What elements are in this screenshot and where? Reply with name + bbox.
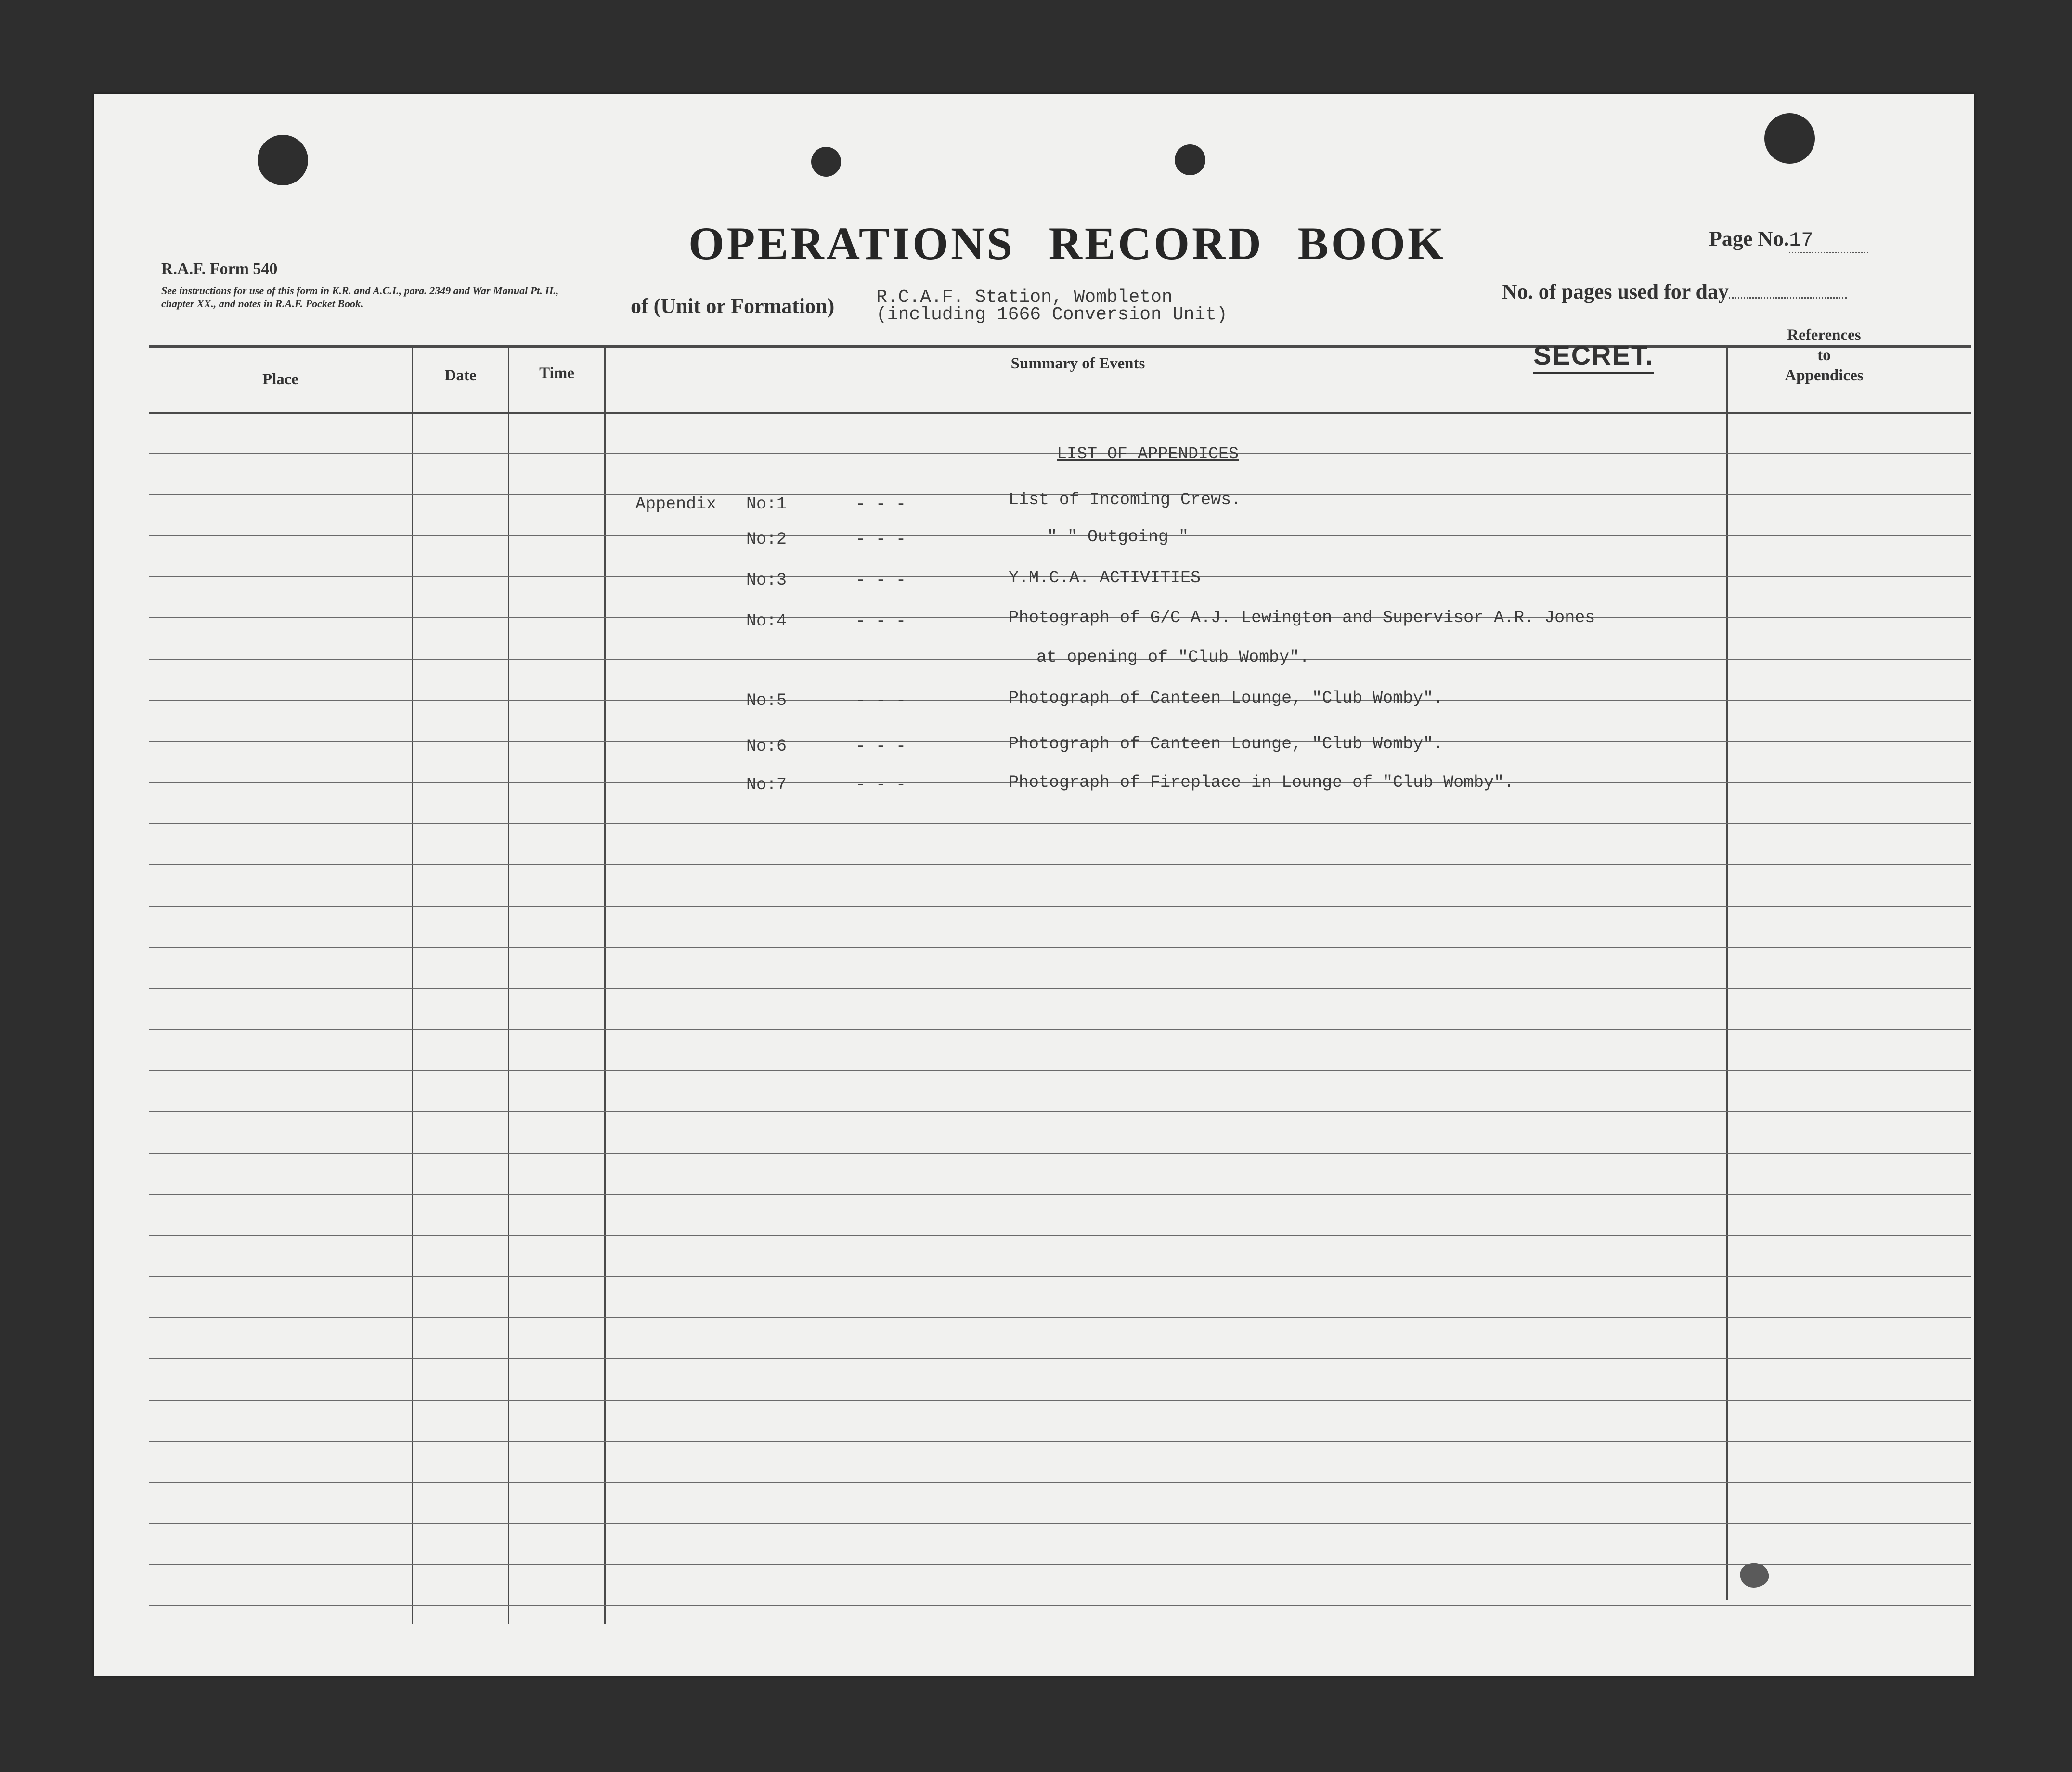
- appendix-text: List of Incoming Crews.: [1009, 490, 1242, 509]
- punch-hole-center-right: [1175, 144, 1205, 175]
- col-header-references: [1728, 325, 1920, 386]
- appendix-text-continuation: at opening of "Club Womby".: [1036, 648, 1310, 667]
- ruled-line: [149, 988, 1971, 989]
- appendix-dashes: - - -: [855, 530, 906, 549]
- appendix-number: No:7: [746, 775, 787, 795]
- ruled-line: [149, 1194, 1971, 1195]
- page-number-value: 17: [1789, 229, 1868, 253]
- ruled-line: [149, 1276, 1971, 1277]
- appendix-text: Photograph of Canteen Lounge, "Club Womby".: [1009, 689, 1444, 708]
- col-divider-date: [508, 348, 509, 1624]
- pages-used-label: No. of pages used for day: [1502, 280, 1729, 303]
- appendix-dashes: - - -: [855, 737, 906, 756]
- col-header-time: Time: [539, 365, 574, 382]
- ruled-line: [149, 1317, 1971, 1318]
- col-divider-time: [604, 348, 606, 1624]
- form-instructions: See instructions for use of this form in K.R. and A.C.I., para. 2349 and War Manual Pt. II., chapter XX., and notes in R.A.F. Pocket Book.: [161, 285, 559, 310]
- unit-value-line1: R.C.A.F. Station, Wombleton: [876, 287, 1173, 308]
- header-top-rule: [149, 345, 1971, 348]
- appendix-number: No:6: [746, 737, 787, 756]
- ruled-line: [149, 1153, 1971, 1154]
- col-divider-place: [412, 348, 413, 1624]
- appendix-number: No:3: [746, 571, 787, 590]
- appendix-dashes: - - -: [855, 571, 906, 590]
- appendix-prefix: Appendix: [635, 495, 717, 514]
- classification-stamp: SECRET.: [1533, 339, 1654, 374]
- form-number: R.A.F. Form 540: [161, 260, 278, 278]
- appendix-dashes: - - -: [855, 691, 906, 710]
- col-header-summary: Summary of Events: [1010, 355, 1145, 372]
- ruled-line: [149, 1235, 1971, 1236]
- list-of-appendices-title: LIST OF APPENDICES: [1057, 444, 1239, 464]
- appendix-number: No:1: [746, 495, 787, 514]
- ruled-line: [149, 823, 1971, 824]
- ruled-line: [149, 906, 1971, 907]
- ruled-line: [149, 947, 1971, 948]
- page-number: [1709, 226, 1868, 253]
- appendix-text: Photograph of Canteen Lounge, "Club Womby".: [1009, 734, 1444, 754]
- col-header-references-line2: to: [1817, 347, 1831, 364]
- ruled-line: [149, 1070, 1971, 1071]
- record-sheet: [94, 94, 1974, 1676]
- col-header-date: Date: [444, 367, 477, 384]
- ruled-line: [149, 864, 1971, 865]
- col-header-references-line1: References: [1787, 326, 1861, 344]
- punch-hole-left: [258, 135, 308, 185]
- ruled-line: [149, 1400, 1971, 1401]
- ruled-line: [149, 1482, 1971, 1483]
- ruled-line: [149, 1523, 1971, 1524]
- unit-value-line2: (including 1666 Conversion Unit): [876, 304, 1228, 325]
- header-bottom-rule: [149, 412, 1971, 414]
- appendix-text: Y.M.C.A. ACTIVITIES: [1009, 568, 1201, 587]
- page-title: OPERATIONS RECORD BOOK: [688, 218, 1446, 269]
- pages-used-value: [1729, 280, 1847, 299]
- appendix-text: Photograph of Fireplace in Lounge of "Club Womby".: [1009, 773, 1515, 792]
- col-header-references-line3: Appendices: [1785, 367, 1864, 384]
- unit-value: [876, 289, 1228, 324]
- appendix-number: No:2: [746, 530, 787, 549]
- ruled-line: [149, 1358, 1971, 1359]
- appendix-dashes: - - -: [855, 612, 906, 631]
- appendix-text: " " Outgoing ": [1047, 527, 1189, 547]
- appendix-number: No:5: [746, 691, 787, 710]
- unit-label: of (Unit or Formation): [631, 294, 835, 318]
- punch-hole-center-left: [811, 147, 841, 177]
- appendix-dashes: - - -: [855, 775, 906, 795]
- ruled-line: [149, 1605, 1971, 1606]
- appendix-number: No:4: [746, 612, 787, 631]
- appendix-text: Photograph of G/C A.J. Lewington and Supervisor A.R. Jones: [1009, 608, 1595, 627]
- page-number-label: Page No.: [1709, 227, 1789, 250]
- ink-blot: [1737, 1559, 1772, 1592]
- ruled-line: [149, 1111, 1971, 1112]
- col-header-place: Place: [262, 371, 299, 388]
- ruled-line: [149, 1564, 1971, 1565]
- appendix-dashes: - - -: [855, 495, 906, 514]
- pages-used-field: [1502, 279, 1847, 304]
- punch-hole-right: [1764, 113, 1815, 164]
- ruled-line: [149, 1029, 1971, 1030]
- ruled-line: [149, 1441, 1971, 1442]
